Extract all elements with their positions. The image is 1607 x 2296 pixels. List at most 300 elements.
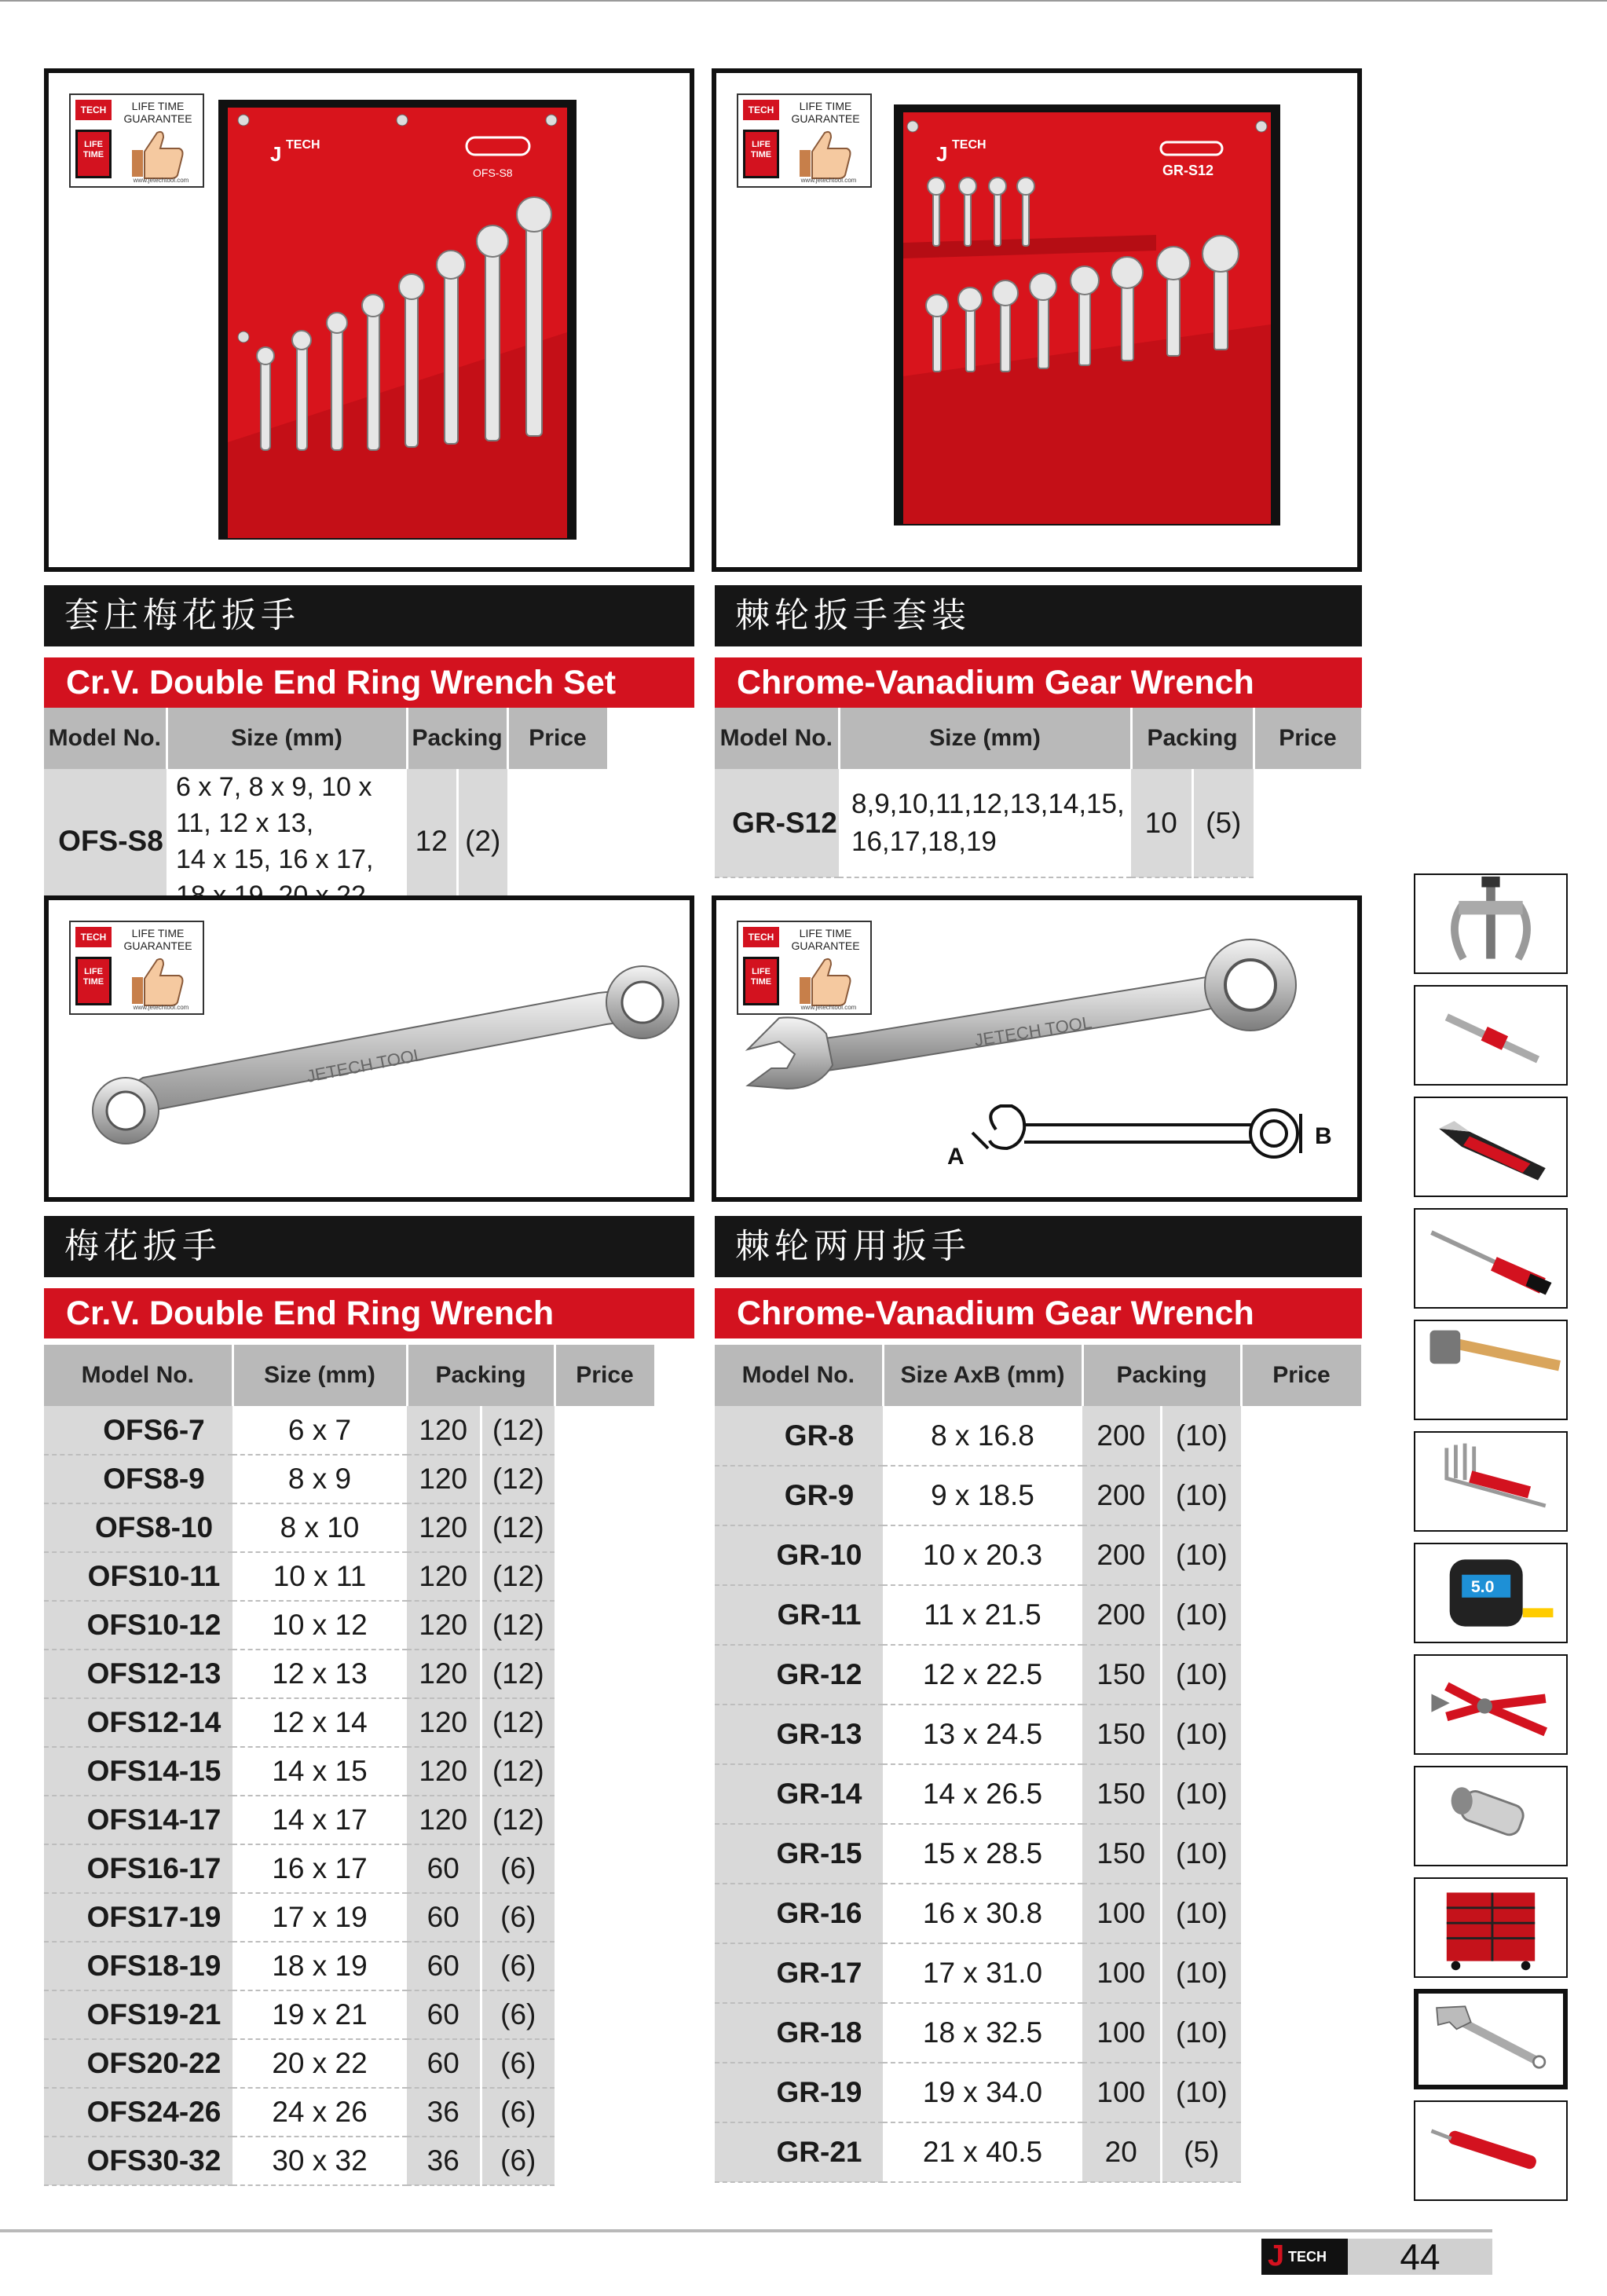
sidebar-item-adjustable-wrench[interactable] [1414, 1989, 1568, 2089]
logo-mark: J [1268, 2239, 1285, 2272]
table-row [715, 1705, 1362, 1764]
cell-size: 30 x 32 [232, 2137, 407, 2185]
product-photo-wrench-set [44, 68, 694, 572]
table-row [44, 2088, 694, 2137]
col-size: Size AxB (mm) [883, 1345, 1082, 1406]
col-price: Price [555, 1345, 655, 1406]
section3-spec-table [44, 1345, 694, 2186]
cell-size: 14 x 17 [232, 1796, 407, 1844]
cell-inner: (12) [481, 1552, 555, 1601]
col-packing: Packing [1082, 1345, 1241, 1406]
cell-model: OFS12-13 [44, 1650, 232, 1698]
table-header-row [44, 1345, 694, 1406]
section4-en-title: Chrome-Vanadium Gear Wrench [715, 1288, 1362, 1338]
cell-model: GR-14 [715, 1764, 883, 1824]
badge-shield: LIFE TIME [75, 130, 112, 178]
cell-inner: (12) [481, 1455, 555, 1503]
footer-rule [0, 2229, 1492, 2232]
cell-packing: 150 [1082, 1764, 1161, 1824]
cell-model: GR-18 [715, 2003, 883, 2063]
table-row [44, 1552, 694, 1601]
cell-model: OFS-S8 [44, 769, 167, 914]
cell-price [1241, 1824, 1362, 1884]
cell-model: OFS12-14 [44, 1698, 232, 1747]
cell-size: 13 x 24.5 [883, 1705, 1082, 1764]
table-row [715, 1525, 1362, 1585]
section2-spec-table [715, 708, 1364, 878]
cell-packing: 60 [407, 1942, 481, 1990]
cell-packing: 120 [407, 1406, 481, 1455]
cell-inner: (10) [1161, 1525, 1241, 1585]
table-row [715, 1645, 1362, 1705]
cell-size: 17 x 19 [232, 1893, 407, 1942]
dim-label-b: B [1315, 1123, 1332, 1149]
cell-inner: (12) [481, 1503, 555, 1552]
hex-key-icon [1415, 1433, 1566, 1530]
cell-packing: 200 [1082, 1585, 1161, 1645]
lifetime-guarantee-badge [69, 93, 204, 188]
product-photo-gear-wrench [712, 895, 1362, 1202]
cell-price [1241, 1525, 1362, 1585]
cell-price [1241, 1884, 1362, 1943]
cell-inner: (10) [1161, 1764, 1241, 1824]
cell-price [555, 1698, 655, 1747]
cell-inner: (6) [481, 2137, 555, 2185]
cell-packing: 100 [1082, 2063, 1161, 2122]
cell-price [555, 1455, 655, 1503]
table-row [715, 2063, 1362, 2122]
cell-model: OFS19-21 [44, 1990, 232, 2039]
product-photo-gear-wrench-set [712, 68, 1362, 572]
badge-logo: TECH [75, 927, 112, 947]
badge-line1: LIFE TIME [131, 927, 185, 939]
cell-inner: (5) [1192, 769, 1254, 877]
col-model: Model No. [715, 708, 839, 769]
table-row [715, 1406, 1362, 1466]
cell-model: OFS14-17 [44, 1796, 232, 1844]
col-size: Size (mm) [232, 1345, 407, 1406]
cell-inner: (12) [481, 1698, 555, 1747]
cell-size: 16 x 17 [232, 1844, 407, 1893]
cell-packing: 60 [407, 1893, 481, 1942]
table-row [44, 1990, 694, 2039]
badge-line2: GUARANTEE [791, 939, 860, 952]
badge-line2: GUARANTEE [123, 939, 192, 952]
cell-inner: (10) [1161, 2063, 1241, 2122]
cell-model: OFS10-11 [44, 1552, 232, 1601]
section1-spec-table [44, 708, 694, 915]
col-price: Price [1254, 708, 1362, 769]
cell-price [1241, 2063, 1362, 2122]
size-line1: 8,9,10,11,12,13,14,15, [851, 788, 1125, 819]
badge-line1: LIFE TIME [799, 927, 852, 939]
cell-spacer [655, 2039, 694, 2088]
cell-price [1241, 1764, 1362, 1824]
cell-spacer [655, 1503, 694, 1552]
col-size: Size (mm) [167, 708, 407, 769]
cell-packing: 200 [1082, 1466, 1161, 1525]
cell-inner: (6) [481, 1942, 555, 1990]
cell-price [1241, 2122, 1362, 2182]
cell-packing: 36 [407, 2137, 481, 2185]
badge-url: www.jetechtool.com [133, 177, 189, 184]
cell-spacer [655, 2088, 694, 2137]
svg-text:J: J [936, 142, 948, 166]
table-header-row [715, 1345, 1362, 1406]
cell-size [839, 769, 1131, 877]
sidebar-item-hammer[interactable] [1414, 1320, 1568, 1420]
badge-line1: LIFE TIME [799, 100, 852, 112]
badge-url: www.jetechtool.com [800, 177, 857, 184]
utility-knife-icon [1415, 1098, 1566, 1196]
cell-packing: 12 [407, 769, 457, 914]
cell-model: GR-17 [715, 1943, 883, 2003]
cell-inner: (10) [1161, 1406, 1241, 1466]
cell-spacer [655, 1942, 694, 1990]
cell-packing: 120 [407, 1796, 481, 1844]
cell-price [1241, 1466, 1362, 1525]
cell-price [555, 2039, 655, 2088]
cell-size: 11 x 21.5 [883, 1585, 1082, 1645]
cell-packing: 120 [407, 1552, 481, 1601]
cell-size: 8 x 10 [232, 1503, 407, 1552]
cell-model: GR-12 [715, 1645, 883, 1705]
cell-size: 14 x 26.5 [883, 1764, 1082, 1824]
table-row [44, 1893, 694, 1942]
cell-size: 18 x 19 [232, 1942, 407, 1990]
badge-line1: LIFE TIME [131, 100, 185, 112]
header-spacer [655, 1345, 694, 1406]
tool-cabinet-icon [1415, 1879, 1566, 1976]
table-row [715, 1884, 1362, 1943]
cell-price [555, 1990, 655, 2039]
cell-price [555, 1601, 655, 1650]
svg-text:TECH: TECH [286, 138, 320, 152]
cell-model: OFS18-19 [44, 1942, 232, 1990]
cell-model: OFS24-26 [44, 2088, 232, 2137]
cell-packing: 120 [407, 1601, 481, 1650]
cell-model: OFS30-32 [44, 2137, 232, 2185]
cell-inner: (10) [1161, 1705, 1241, 1764]
sidebar-item-socket[interactable] [1414, 1766, 1568, 1866]
cell-size: 12 x 22.5 [883, 1645, 1082, 1705]
cell-spacer [655, 1455, 694, 1503]
cell-packing: 100 [1082, 1884, 1161, 1943]
cell-size: 12 x 13 [232, 1650, 407, 1698]
cell-spacer [655, 1990, 694, 2039]
badge-shield: LIFE TIME [75, 957, 112, 1005]
thumbs-up-icon [126, 126, 189, 181]
col-price: Price [1241, 1345, 1362, 1406]
cell-model: GR-19 [715, 2063, 883, 2122]
table-row [44, 769, 694, 914]
cell-size: 10 x 20.3 [883, 1525, 1082, 1585]
cell-packing: 120 [407, 1698, 481, 1747]
cell-inner: (12) [481, 1796, 555, 1844]
cell-packing: 120 [407, 1650, 481, 1698]
table-row [44, 1601, 694, 1650]
cell-packing: 36 [407, 2088, 481, 2137]
cell-size [167, 769, 407, 914]
cell-inner: (12) [481, 1406, 555, 1455]
table-row [44, 1503, 694, 1552]
col-packing: Packing [1131, 708, 1254, 769]
cell-size: 10 x 11 [232, 1552, 407, 1601]
cell-size: 19 x 34.0 [883, 2063, 1082, 2122]
cell-size: 19 x 21 [232, 1990, 407, 2039]
cell-packing: 120 [407, 1747, 481, 1796]
socket-icon [1415, 1767, 1566, 1865]
table-row [715, 2003, 1362, 2063]
dimension-diagram [972, 1106, 1301, 1157]
cell-spacer [655, 1650, 694, 1698]
cell-packing: 10 [1131, 769, 1192, 877]
badge-logo: TECH [75, 100, 112, 120]
cell-model: OFS8-10 [44, 1503, 232, 1552]
col-packing: Packing [407, 1345, 555, 1406]
svg-text:OFS-S8: OFS-S8 [473, 167, 513, 179]
cell-packing: 120 [407, 1455, 481, 1503]
cell-price [1241, 1705, 1362, 1764]
cell-packing: 200 [1082, 1406, 1161, 1466]
table-header-row [44, 708, 694, 769]
table-row [44, 2137, 694, 2185]
svg-text:TECH: TECH [952, 138, 987, 152]
table-row [44, 1650, 694, 1698]
cell-price [1241, 1645, 1362, 1705]
cell-price [1254, 769, 1362, 877]
cell-packing: 20 [1082, 2122, 1161, 2182]
svg-text:J: J [270, 142, 282, 166]
table-row [715, 1585, 1362, 1645]
cell-price [555, 1893, 655, 1942]
size-line2: 16,17,18,19 [851, 826, 997, 857]
table-row [44, 1844, 694, 1893]
cell-spacer [655, 1552, 694, 1601]
sidebar-item-puller[interactable] [1414, 873, 1568, 974]
footer-logo [1261, 2239, 1348, 2275]
cell-spacer [655, 1893, 694, 1942]
cell-size: 21 x 40.5 [883, 2122, 1082, 2182]
cell-size: 15 x 28.5 [883, 1824, 1082, 1884]
cell-spacer [655, 1406, 694, 1455]
cell-spacer [655, 1844, 694, 1893]
cell-price [555, 1650, 655, 1698]
cell-inner: (10) [1161, 1585, 1241, 1645]
sidebar-item-pliers[interactable] [1414, 1654, 1568, 1755]
size-line2: 14 x 15, 16 x 17, [176, 844, 374, 874]
cell-size: 24 x 26 [232, 2088, 407, 2137]
section1-en-title: Cr.V. Double End Ring Wrench Set [44, 657, 694, 708]
sidebar-item-hex-key[interactable] [1414, 1431, 1568, 1532]
cell-price [555, 1844, 655, 1893]
section3-cn-title: 梅花扳手 [44, 1216, 694, 1277]
badge-logo: TECH [743, 100, 779, 120]
cell-model: OFS10-12 [44, 1601, 232, 1650]
section4-cn-title: 棘轮两用扳手 [715, 1216, 1362, 1277]
cell-model: GR-11 [715, 1585, 883, 1645]
cell-model: GR-21 [715, 2122, 883, 2182]
badge-url: www.jetechtool.com [800, 1004, 857, 1011]
cell-price [1241, 2003, 1362, 2063]
cell-model: GR-15 [715, 1824, 883, 1884]
cell-price [555, 1552, 655, 1601]
cell-price [555, 2088, 655, 2137]
cell-inner: (10) [1161, 1824, 1241, 1884]
sidebar-item-voltage-tester[interactable] [1414, 2100, 1568, 2201]
cell-size: 8 x 9 [232, 1455, 407, 1503]
category-sidebar [1414, 873, 1568, 2212]
lifetime-guarantee-badge [69, 921, 204, 1015]
cell-inner: (10) [1161, 1943, 1241, 2003]
table-row [44, 1942, 694, 1990]
svg-text:GR-S12: GR-S12 [1162, 163, 1214, 178]
cell-packing: 200 [1082, 1525, 1161, 1585]
cell-packing: 60 [407, 2039, 481, 2088]
sidebar-item-tape-measure[interactable] [1414, 1543, 1568, 1643]
hammer-icon [1415, 1321, 1566, 1419]
cell-model: GR-13 [715, 1705, 883, 1764]
cell-model: GR-16 [715, 1884, 883, 1943]
cell-price [555, 1942, 655, 1990]
tape-measure-icon [1415, 1544, 1566, 1642]
cell-inner: (10) [1161, 1884, 1241, 1943]
section2-en-title: Chrome-Vanadium Gear Wrench [715, 657, 1362, 708]
cell-packing: 100 [1082, 1943, 1161, 2003]
cell-inner: (2) [457, 769, 507, 914]
cell-price [1241, 1585, 1362, 1645]
pliers-icon [1415, 1656, 1566, 1753]
cell-inner: (12) [481, 1747, 555, 1796]
cell-inner: (10) [1161, 1645, 1241, 1705]
cell-inner: (10) [1161, 2003, 1241, 2063]
cell-spacer [655, 1601, 694, 1650]
cell-price [555, 2137, 655, 2185]
cell-packing: 150 [1082, 1705, 1161, 1764]
cell-packing: 100 [1082, 2003, 1161, 2063]
svg-text:JETECH TOOL: JETECH TOOL [305, 1044, 425, 1086]
cell-inner: (6) [481, 2088, 555, 2137]
table-row [715, 1943, 1362, 2003]
sidebar-item-tool-cabinet[interactable] [1414, 1877, 1568, 1978]
size-line1: 6 x 7, 8 x 9, 10 x 11, 12 x 13, [176, 772, 372, 838]
table-row [44, 1455, 694, 1503]
cell-size: 20 x 22 [232, 2039, 407, 2088]
cell-size: 8 x 16.8 [883, 1406, 1082, 1466]
svg-text:5.0: 5.0 [1470, 1577, 1495, 1597]
cell-size: 9 x 18.5 [883, 1466, 1082, 1525]
cell-packing: 60 [407, 1990, 481, 2039]
section4-spec-table [715, 1345, 1364, 2183]
cell-inner: (12) [481, 1650, 555, 1698]
badge-shield: LIFE TIME [743, 957, 779, 1005]
table-row [715, 769, 1362, 877]
thumbs-up-icon [793, 954, 856, 1009]
col-model: Model No. [44, 708, 167, 769]
cell-packing: 120 [407, 1503, 481, 1552]
footer-logo-text: TECH [1288, 2249, 1327, 2265]
cell-price [555, 1503, 655, 1552]
cell-packing: 60 [407, 1844, 481, 1893]
col-model: Model No. [44, 1345, 232, 1406]
table-row [715, 2122, 1362, 2182]
sidebar-item-utility-knife[interactable] [1414, 1097, 1568, 1197]
page-number: 44 [1348, 2239, 1492, 2275]
cell-model: OFS16-17 [44, 1844, 232, 1893]
section3-en-title: Cr.V. Double End Ring Wrench [44, 1288, 694, 1338]
cell-packing: 150 [1082, 1645, 1161, 1705]
thumbs-up-icon [793, 126, 856, 181]
cell-spacer [608, 769, 694, 914]
sidebar-item-screwdriver-bit[interactable] [1414, 985, 1568, 1086]
cell-size: 17 x 31.0 [883, 1943, 1082, 2003]
col-packing: Packing [407, 708, 507, 769]
thumbs-up-icon [126, 954, 189, 1009]
table-row [44, 1406, 694, 1455]
cell-model: GR-10 [715, 1525, 883, 1585]
header-spacer [608, 708, 694, 769]
cell-price [555, 1796, 655, 1844]
cell-price [1241, 1943, 1362, 2003]
cell-inner: (6) [481, 1893, 555, 1942]
cell-spacer [655, 2137, 694, 2185]
table-row [44, 1747, 694, 1796]
cell-price [507, 769, 608, 914]
screwdriver-bit-icon [1415, 987, 1566, 1084]
table-row [715, 1466, 1362, 1525]
cell-model: OFS17-19 [44, 1893, 232, 1942]
cell-price [555, 1747, 655, 1796]
table-row [715, 1764, 1362, 1824]
badge-shield: LIFE TIME [743, 130, 779, 178]
table-row [715, 1824, 1362, 1884]
cell-size: 12 x 14 [232, 1698, 407, 1747]
cell-inner: (5) [1161, 2122, 1241, 2182]
screwdriver-icon [1415, 1210, 1566, 1307]
cell-model: OFS14-15 [44, 1747, 232, 1796]
product-photo-ring-wrench [44, 895, 694, 1202]
cell-inner: (6) [481, 2039, 555, 2088]
voltage-tester-icon [1415, 2102, 1566, 2199]
cell-inner: (6) [481, 1844, 555, 1893]
cell-price [1241, 1406, 1362, 1466]
cell-model: OFS6-7 [44, 1406, 232, 1455]
adjustable-wrench-icon [1418, 1994, 1563, 2085]
badge-line2: GUARANTEE [791, 112, 860, 125]
cell-model: GR-8 [715, 1406, 883, 1466]
lifetime-guarantee-badge [737, 921, 872, 1015]
table-row [44, 2039, 694, 2088]
badge-line2: GUARANTEE [123, 112, 192, 125]
cell-spacer [655, 1747, 694, 1796]
table-row [44, 1796, 694, 1844]
cell-model: GR-9 [715, 1466, 883, 1525]
cell-model: OFS20-22 [44, 2039, 232, 2088]
col-price: Price [507, 708, 608, 769]
cell-size: 10 x 12 [232, 1601, 407, 1650]
cell-size: 16 x 30.8 [883, 1884, 1082, 1943]
cell-packing: 150 [1082, 1824, 1161, 1884]
col-size: Size (mm) [839, 708, 1131, 769]
puller-icon [1415, 875, 1566, 972]
cell-inner: (12) [481, 1601, 555, 1650]
table-header-row [715, 708, 1362, 769]
sidebar-item-screwdriver[interactable] [1414, 1208, 1568, 1309]
cell-price [555, 1406, 655, 1455]
cell-spacer [655, 1796, 694, 1844]
table-row [44, 1698, 694, 1747]
cell-model: OFS8-9 [44, 1455, 232, 1503]
